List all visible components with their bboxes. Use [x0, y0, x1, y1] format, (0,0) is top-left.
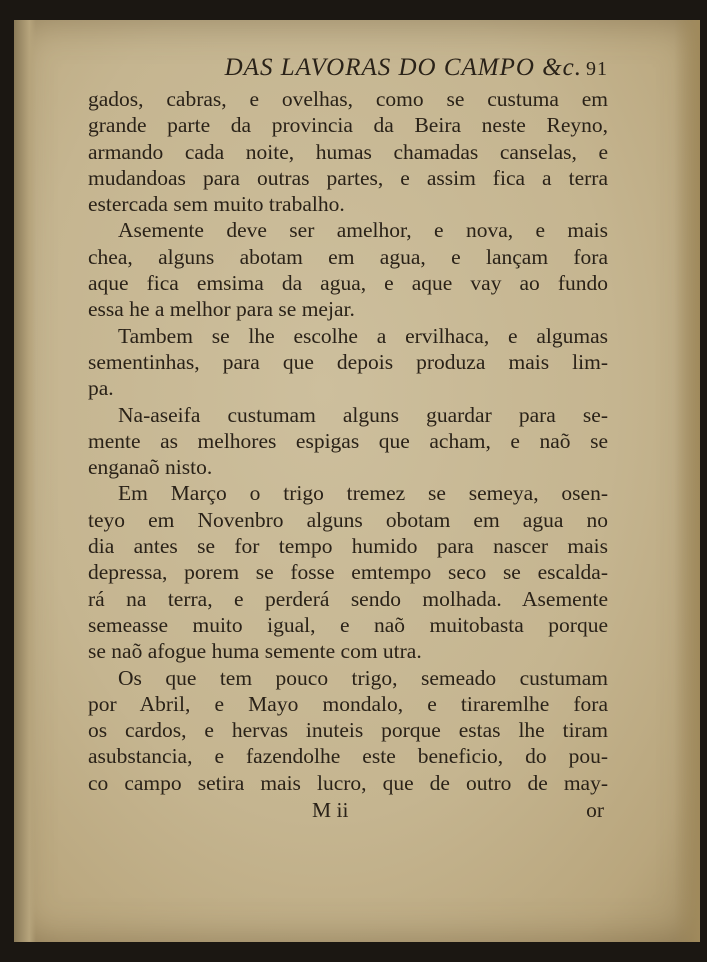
text-line: armando cada noite, humas chamadas canselas, e — [88, 139, 608, 164]
signature-mark: M ii — [312, 798, 349, 823]
text-line: Na-aseifa custumam alguns guardar para se- — [118, 402, 608, 427]
text-line: por Abril, e Mayo mondalo, e tiraremlhe fora — [88, 691, 608, 716]
paragraph — [88, 665, 608, 796]
text-line: estercada sem muito trabalho. — [88, 192, 345, 217]
text-line: teyo em Novenbro alguns obotam em agua no — [88, 507, 608, 532]
text-line: enganaõ nisto. — [88, 455, 213, 480]
text-line: semeasse muito igual, e naõ muitobasta porque — [88, 612, 608, 637]
book-gutter — [14, 20, 36, 942]
paragraph — [88, 402, 608, 481]
running-title: DAS LAVORAS DO CAMPO &c. — [224, 54, 582, 81]
text-line: chea, alguns abotam em agua, e lançam fora — [88, 244, 608, 269]
running-header — [88, 52, 608, 86]
text-line: grande parte da provincia da Beira neste Reyno, — [88, 113, 608, 138]
text-line: Os que tem pouco trigo, semeado custumam — [118, 665, 608, 690]
catchword: or — [586, 798, 604, 823]
text-line: Em Março o trigo tremez se semeya, osen- — [118, 481, 608, 506]
text-line: sementinhas, para que depois produza mais lim- — [88, 349, 608, 374]
paragraph — [88, 217, 608, 322]
text-line: Asemente deve ser amelhor, e nova, e mais — [118, 218, 608, 243]
text-line: mente as melhores espigas que acham, e naõ se — [88, 428, 608, 453]
text-line: pa. — [88, 376, 114, 401]
text-line: Tambem se lhe escolhe a ervilhaca, e algumas — [118, 323, 608, 348]
page-edge — [674, 20, 700, 942]
page-number: 91 — [586, 58, 608, 80]
text-line: se naõ afogue huma semente com utra. — [88, 639, 422, 664]
text-line: mudandoas para outras partes, e assim fica a terra — [88, 165, 608, 190]
text-line: essa he a melhor para se mejar. — [88, 297, 355, 322]
page-footer — [88, 798, 608, 828]
paragraph — [88, 323, 608, 402]
text-line: asubstancia, e fazendolhe este beneficio, do pou- — [88, 744, 608, 769]
text-line: co campo setira mais lucro, que de outro de may- — [88, 770, 608, 795]
text-line: depressa, porem se fosse emtempo seco se escalda- — [88, 560, 608, 585]
text-line: rá na terra, e perderá sendo molhada. Asemente — [88, 586, 608, 611]
paragraph — [88, 480, 608, 664]
paragraph — [88, 86, 608, 217]
text-line: os cardos, e hervas inuteis porque estas lhe tiram — [88, 718, 608, 743]
text-line: dia antes se for tempo humido para nascer mais — [88, 534, 608, 559]
text-block — [88, 52, 608, 828]
text-line: gados, cabras, e ovelhas, como se custuma em — [88, 87, 608, 111]
text-line: aque fica emsima da agua, e aque vay ao fundo — [88, 271, 608, 296]
